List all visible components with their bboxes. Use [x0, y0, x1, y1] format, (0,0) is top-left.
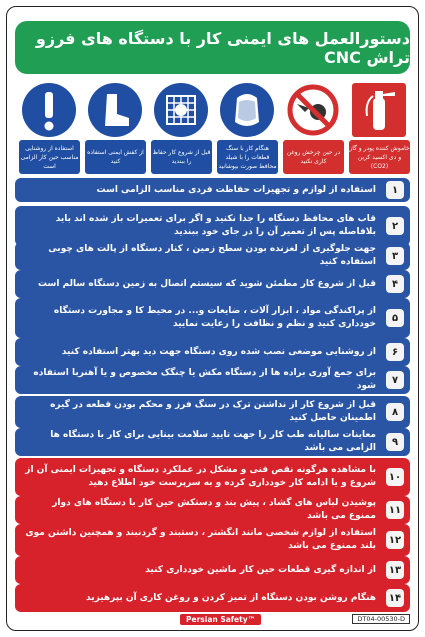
rule-number: ۱۳	[386, 561, 404, 579]
rule-text: هنگام روشن بودن دستگاه از تمیز کردن و روغن کاری آن بپرهیزید	[86, 592, 376, 603]
rule-row	[15, 458, 410, 496]
sign-safety-boots	[85, 80, 146, 176]
rule-row	[15, 584, 410, 612]
rule-text: قاب های محافظ دستگاه را جدا نکنید و اگر برای تعمیرات باز شده اند باید بلافاصله پس از تعمیر آن را در جای خود ببندید	[55, 214, 376, 237]
rule-row	[15, 428, 410, 456]
rule-number: ۲	[386, 217, 404, 235]
poster-footer	[15, 614, 410, 626]
rule-text: قبل از شروع کار مطمئن شوید که سیستم اتصال به زمین دستگاه سالم است	[38, 278, 376, 289]
rule-number: ۳	[386, 247, 404, 265]
rule-text: برای جمع آوری براده ها از دستگاه مکش یا چنگک مخصوص و یا آهنربا استفاده شود	[33, 368, 376, 391]
rule-number: ۴	[386, 275, 404, 293]
product-code: DT04-00530-D	[352, 614, 410, 624]
sign-caption: از کفش ایمنی استفاده کنید	[85, 140, 146, 174]
exclamation-icon	[21, 82, 77, 138]
rule-text: معاینات سالیانه طب کار را جهت تایید سلامت بینایی برای کار با دستگاه ها الزامی می باشد	[50, 430, 376, 453]
sign-caption: خاموش کننده پودر و گاز و دی اکسید کربن (CO2)	[349, 140, 410, 174]
rule-row	[15, 366, 410, 394]
rule-text: قبل از شروع کار از نداشتن ترک در سنگ فرز و محکم بودن قطعه در گیره اطمینان حاصل کنید	[50, 400, 376, 423]
rule-number: ۱۱	[386, 501, 404, 519]
rule-row	[15, 270, 410, 298]
rule-number: ۹	[386, 433, 404, 451]
rule-row	[15, 298, 410, 338]
rule-text: از روشنایی موضعی نصب شده روی دستگاه جهت دید بهتر استفاده کنید	[61, 346, 376, 357]
safety-signs-strip	[15, 80, 410, 176]
sign-face-shield	[217, 80, 278, 176]
rule-text: از اندازه گیری قطعات حین کار ماشین خودداری کنید	[145, 564, 376, 575]
sign-exclamation	[19, 80, 80, 176]
rule-number: ۸	[386, 403, 404, 421]
rule-number: ۶	[386, 343, 404, 361]
fire-extinguisher-icon	[351, 82, 407, 138]
rule-text: پوشیدن لباس های گشاد ، پیش بند و دستکش حین کار با دستگاه های دوار ممنوع می باشد	[52, 498, 376, 521]
rule-number: ۱	[386, 181, 404, 199]
sign-caption: در حین چرخش روغن کاری نکنید	[283, 140, 344, 174]
rule-text: با مشاهده هرگونه نقص فنی و مشکل در عملکرد دستگاه و تجهیزات ایمنی آن از شروع و یا ادامه کار خودداری کرده و به سرپرست خود اطلاع دهید	[25, 465, 376, 488]
rule-text: از پراکندگی مواد ، ابزار آلات ، ضایعات و... در محیط کا و مجاورت دستگاه خودداری کنید و نظم و نظافت را رعایت نمایید	[53, 306, 376, 329]
safety-boots-icon	[87, 82, 143, 138]
sign-caption: هنگام کار با سنگ قطعات را با شیلد محافظ صورت بپوشانید	[217, 140, 278, 174]
rule-number: ۱۲	[386, 531, 404, 549]
rule-row	[15, 524, 410, 556]
rule-number: ۱۴	[386, 589, 404, 607]
poster-title: دستورالعمل های ایمنی کار با دستگاه های فرزو تراش CNC	[15, 21, 410, 74]
guard-icon	[153, 82, 209, 138]
brand-label: Persian Safety™	[180, 614, 261, 625]
no-lubrication-icon	[285, 82, 341, 138]
sign-fire-extinguisher	[349, 80, 410, 176]
rule-number: ۵	[386, 309, 404, 327]
face-shield-icon	[219, 82, 275, 138]
rule-row	[15, 242, 410, 270]
sign-caption: قبل از شروع کار حفاظ را ببندید	[151, 140, 212, 174]
sign-caption: استفاده از روشنایی مناسب حین کار الزامی است	[19, 140, 80, 174]
sign-guard	[151, 80, 212, 176]
rule-text: استفاده از لوازم و تجهیزات حفاظت فردی مناسب الزامی است	[96, 184, 376, 195]
rule-row	[15, 206, 410, 246]
rule-text: استفاده از لوازم شخصی مانند انگشتر ، دستبند و گردنبند و همچنین داشتن موی بلند ممنوع می باشد	[25, 528, 376, 551]
rule-row	[15, 396, 410, 428]
rule-number: ۱۰	[386, 468, 404, 486]
rule-text: جهت جلوگیری از لغزنده بودن سطح زمین ، کنار دستگاه از پالت های چوبی استفاده کنید	[48, 244, 376, 267]
rule-row	[15, 496, 410, 524]
rule-row	[15, 178, 410, 202]
sign-no-lubrication	[283, 80, 344, 176]
rule-number: ۷	[386, 371, 404, 389]
rule-row	[15, 338, 410, 366]
rule-row	[15, 556, 410, 584]
